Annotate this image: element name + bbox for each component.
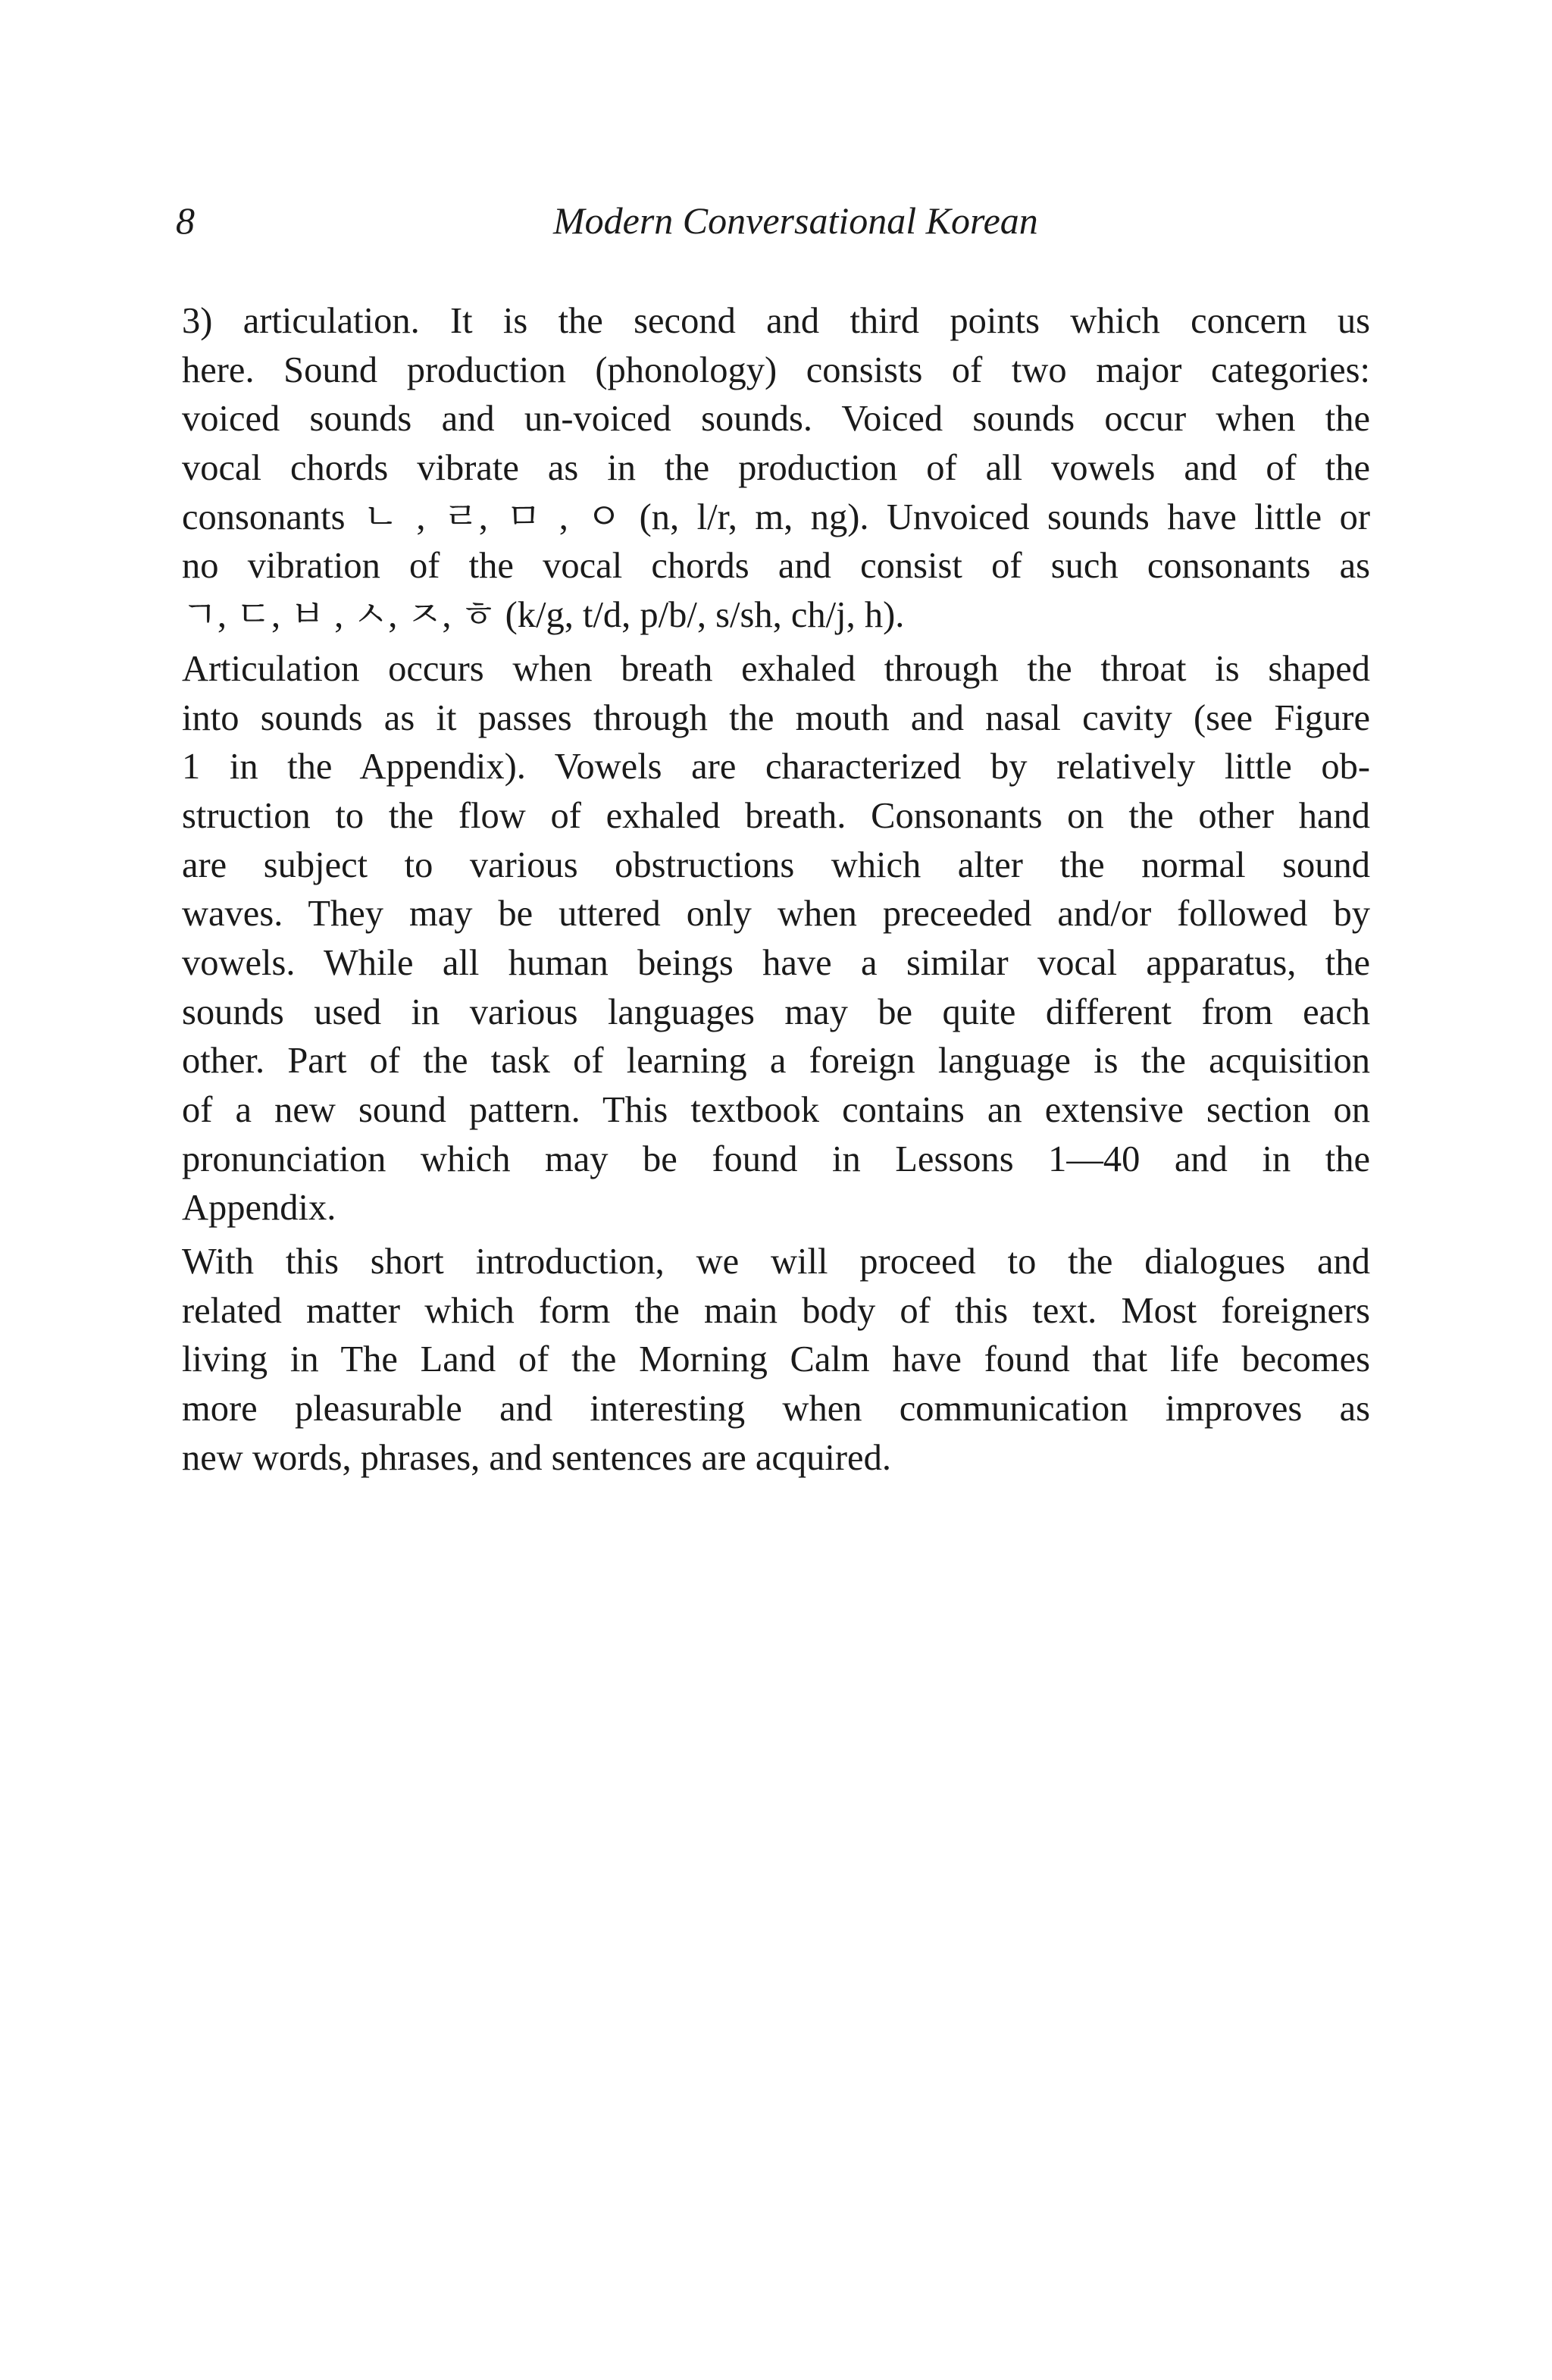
text-line: new words, phrases, and sentences are acquired. bbox=[182, 1437, 891, 1478]
paragraph bbox=[182, 1238, 1370, 1483]
paragraph bbox=[182, 297, 1370, 640]
text-line: consonants ㄴ , ㄹ, ㅁ , ㅇ (n, l/r, m, ng). Unvoiced sounds have little or bbox=[182, 496, 1370, 537]
page-number: 8 bbox=[176, 199, 195, 242]
text-line: With this short introduction, we will proceed to the dialogues and bbox=[182, 1242, 1370, 1282]
body-text bbox=[182, 297, 1370, 1483]
running-title: Modern Conversational Korean bbox=[553, 199, 1038, 242]
text-line: more pleasurable and interesting when communication improves as bbox=[182, 1389, 1370, 1430]
text-line: vocal chords vibrate as in the production of all vowels and of the bbox=[182, 448, 1370, 489]
text-line: of a new sound pattern. This textbook contains an extensive section on bbox=[182, 1090, 1370, 1130]
text-line: no vibration of the vocal chords and consist of such consonants as bbox=[182, 546, 1370, 587]
text-line: Articulation occurs when breath exhaled through the throat is shaped bbox=[182, 648, 1370, 689]
text-line: ㄱ, ㄷ, ㅂ , ㅅ, ㅈ, ㅎ (k/g, t/d, p/b/, s/sh, ch/j, h). bbox=[182, 595, 905, 636]
text-line: are subject to various obstructions which alter the normal sound bbox=[182, 844, 1370, 885]
text-line: living in The Land of the Morning Calm have found that life becomes bbox=[182, 1339, 1370, 1380]
text-line: 3) articulation. It is the second and third points which concern us bbox=[182, 301, 1370, 341]
text-line: into sounds as it passes through the mouth and nasal cavity (see Figure bbox=[182, 697, 1370, 738]
text-line: 1 in the Appendix). Vowels are characterized by relatively little ob- bbox=[182, 747, 1370, 788]
paragraph bbox=[182, 645, 1370, 1233]
text-line: struction to the flow of exhaled breath. Consonants on the other hand bbox=[182, 795, 1370, 836]
text-line: vowels. While all human beings have a similar vocal apparatus, the bbox=[182, 942, 1370, 983]
text-line: waves. They may be uttered only when preceeded and/or followed by bbox=[182, 894, 1370, 935]
text-line: here. Sound production (phonology) consists of two major categories: bbox=[182, 349, 1370, 390]
text-line: sounds used in various languages may be quite different from each bbox=[182, 991, 1370, 1032]
text-line: Appendix. bbox=[182, 1188, 336, 1229]
text-line: related matter which form the main body of this text. Most foreigners bbox=[182, 1290, 1370, 1331]
text-line: other. Part of the task of learning a foreign language is the acquisition bbox=[182, 1041, 1370, 1082]
text-line: pronunciation which may be found in Lessons 1—40 and in the bbox=[182, 1138, 1370, 1179]
text-line: voiced sounds and un-voiced sounds. Voiced sounds occur when the bbox=[182, 399, 1370, 440]
